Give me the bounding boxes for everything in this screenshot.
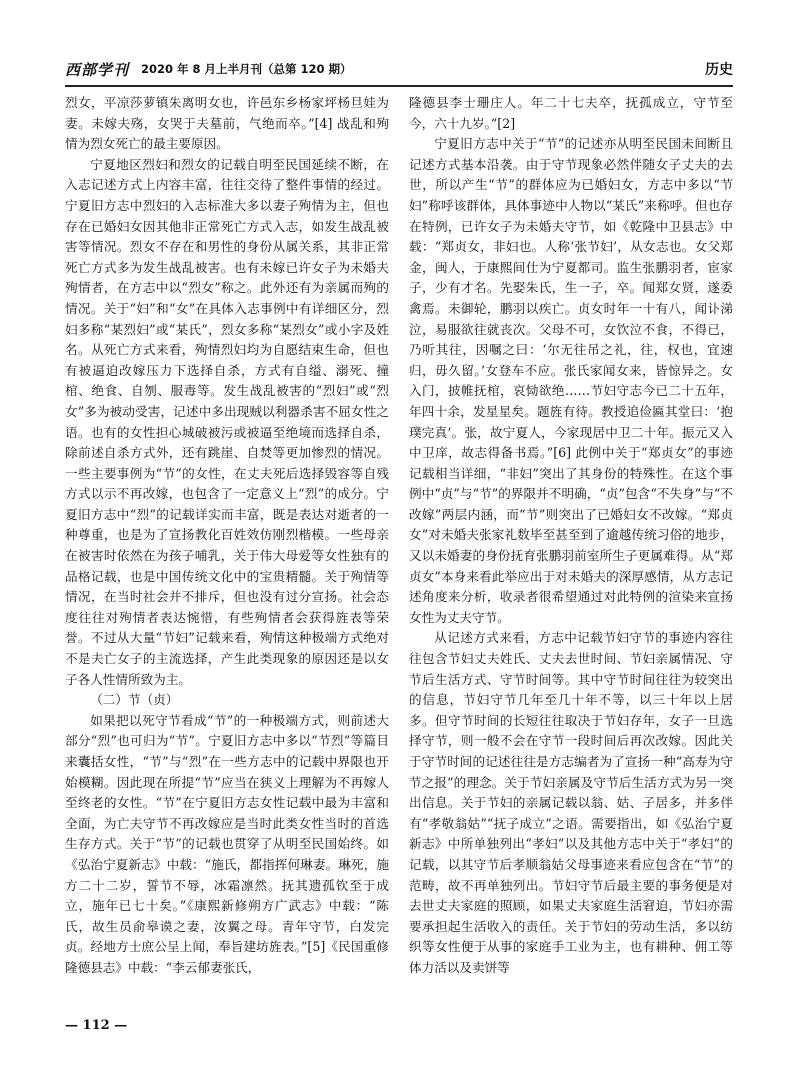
paragraph: 隆德县李士珊庄人。年二十七夫卒，抚孤成立，守节至今，六十九岁。”[2] [409,95,733,131]
paragraph: 宁夏旧方志中关于“节”的记述亦从明至民国未间断且记述方式基本沿袭。由于守节现象必然伴随女子丈夫的去世，所以产生“节”的群体应为已婚妇女，方志中多以“节妇”称呼该群体，具体事迹中人物以“某氏”来称呼。但也存在特例，已许女子为未婚夫守节，如《乾隆中卫县志》中载：“郑贞女，非妇也。人称‘张节妇’，从女志也。女父郑金，闽人，于康熙间仕为宁夏都司。监生张鹏羽者，宦家子，少有才名。先娶朱氏，生一子，卒。闻郑女贤，遂委禽焉。未御轮，鹏羽以疾亡。贞女时年一十有八，闻讣涕泣，易服欲往就丧次。父母不可，女饮泣不食，不得已，乃听其往，因嘱之曰：‘尔无往吊之礼，往，权也，宜速归，毋久留。’女登车不应。张氏家闻女来，皆惊异之。女入门，披帷抚棺，哀恸欲绝……节妇守志今已二十五年，年四十余，发星星矣。题旌有待。教授追俭匾其堂曰：‘抱璞完真’。张，故宁夏人，今家现居中卫二十年。振元又入中卫庠，故志得备书焉。”[6] 此例中关于“郑贞女”的事迹记载相当详细，“非妇”突出了其身份的特殊性。在这个事例中“贞”与“节”的界限并不明确，“贞”包含“不失身”与“不改嫁”两层内涵，而“节”则突出了已婚妇女不改嫁。“郑贞女”对未婚夫张家礼数毕至甚至到了逾越传统习俗的地步，又以未婚妻的身份抚育张鹏羽前室所生子更属难得。从“郑贞女”本身来看此举应出于对未婚夫的深厚感情，从方志记述角度来分析，收录者很希望通过对此特例的渲染来宣扬女性为丈夫守节。 [409,136,733,625]
page-header [65,55,733,87]
section-title: 历史 [705,62,733,78]
left-column [65,93,389,979]
paragraph: 如果把以死守节看成“节”的一种极端方式，则前述大部分“烈”也可归为“节”。宁夏旧方志中多以“节烈”等篇目来囊括女性，“节”与“烈”在一些方志中的记载中界限也开始模糊。因此现在所提“节”应当在狭义上理解为不再嫁人至终老的女性。“节”在宁夏旧方志女性记载中最为丰富和全面，为亡夫守节不再改嫁应是当时此类女性当时的首选生存方式。关于“节”的记载也贯穿了从明至民国始终。如《弘治宁夏新志》中载：“施氏，都指挥何琳妻。琳死，施方二十二岁，誓节不辱，冰霜凛然。抚其遗孤钦至于成立，施年已七十矣。”《康熙新修朔方广武志》中载：“陈氏，故生员俞皋谟之妻，汝翼之母。青年守节，白发完贞。经地方士庶公呈上闻，奉旨建坊旌表。”[5]《民国重修隆德县志》中载：“李云郁妻张氏， [65,712,389,975]
paragraph: 从记述方式来看，方志中记载节妇守节的事迹内容往往包含节妇丈夫姓氏、丈夫去世时间、节妇亲属情况、守节后生活方式、守节时间等。其中守节时间往往为较突出的信息，节妇守节几年至几十年不等，以三十年以上居多。但守节时间的长短往往取决于节妇存年，女子一旦选择守节，则一般不会在守节一段时间后再次改嫁。因此关于守节时间的记述往往是方志编者为了宣扬一种“高寿为守节之报”的理念。关于节妇亲属及守节后生活方式为另一突出信息。关于节妇的亲属记载以翁、姑、子居多，并多伴有“孝敬翁姑”“抚子成立”之语。需要指出，如《弘治宁夏新志》中所单独列出“孝妇”以及其他方志中关于“孝妇”的记载，以其守节后孝顺翁姑父母事迹来看应包含在“节”的范畴，故不再单独列出。节妇守节后最主要的事务便是对去世丈夫家庭的照顾，如果丈夫家庭生活窘迫，节妇亦需要承担起生活收入的责任。关于节妇的劳动生活，多以纺织等女性便于从事的家庭手工业为主，也有耕种、佣工等体力活以及卖饼等 [409,630,733,975]
right-column [409,93,733,979]
paragraph: 烈女，平凉莎萝镇朱离明女也，许邑东乡杨家坪杨旦娃为妻。未嫁夫殇，女哭于夫墓前，气绝而卒。”[4] 战乱和殉情为烈女死亡的最主要原因。 [65,95,389,152]
paragraph: （二）节（贞） [90,692,179,708]
journal-logo: 西部学刊 [65,61,130,79]
issue-info: 2020 年 8 月上半月刊（总第 120 期） [141,62,352,76]
paragraph: 宁夏地区烈妇和烈女的记载自明至民国延续不断，在入志记述方式上内容丰富，往往交待了整件事情的经过。宁夏旧方志中烈妇的入志标准大多以妻子殉情为主，但也存在已婚妇女因其他非正常死亡方式入志，如发生战乱被害等情况。烈女不存在和男性的身份从属关系，其非正常死亡方式多为发生战乱被害。也有未嫁已许女子为未婚夫殉情者，在方志中以“烈女”称之。此外还有为亲属而殉的情况。关于“妇”和“女”在具体入志事例中有详细区分，烈妇多称“某烈妇”或“某氏”，烈女多称“某烈女”或小字及姓名。从死亡方式来看，殉情烈妇均为自愿结束生命，但也有被逼迫改嫁压力下选择自杀，方式有自缢、溺死、撞棺、绝食、自刎、服毒等。发生战乱被害的“烈妇”或“烈女”多为被动受害，记述中多出现贼以利器杀害不屈女性之语。也有的女性担心城破被污或被逼至绝境而选择自杀，除前述自杀方式外，还有跳崖、自焚等更加惨烈的情况。一些主要事例为“节”的女性，在丈夫死后选择毁容等自残方式以示不再改嫁，也包含了一定意义上“烈”的成分。宁夏旧方志中“烈”的记载详实而丰富，既是表达对逝者的一种尊重，也是为了宣扬教化百姓效仿刚烈楷模。一些母亲在被害时依然在为孩子哺乳，关于伟大母爱等女性独有的品格记载，也是中国传统文化中的宝贵精髓。关于殉情等情况，在当时社会并不排斥，但也没有过分宣扬。社会态度往往对殉情者表达惋惜，有些殉情者会获得旌表等荣誉。不过从大量“节妇”记载来看，殉情这种极端方式绝对不是夫亡女子的主流选择，产生此类现象的原因还是以女子各人性情所致为主。 [65,156,389,687]
page-number: — 112 — [65,1018,128,1033]
